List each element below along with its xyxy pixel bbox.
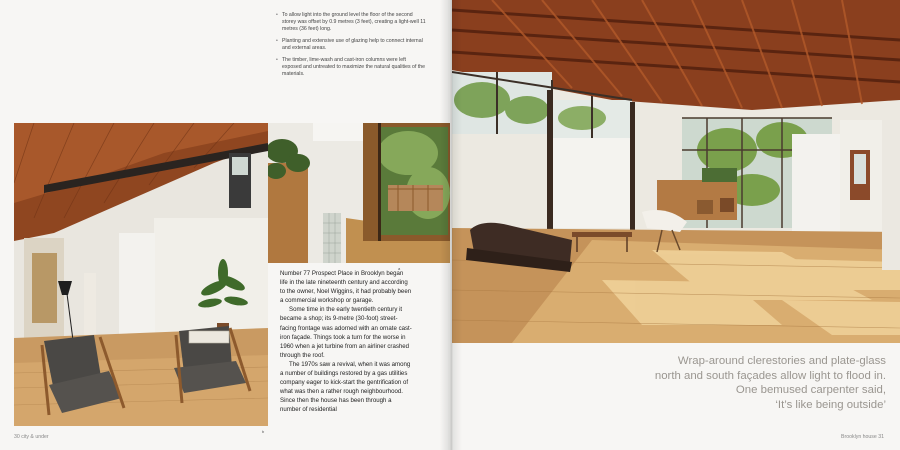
paragraph: Some time in the early twentieth century it became a shop; its 9-metre (30-foot) street-facing frontage was adorned with an ornate cast-iron façade. Things took a turn for the worse in 1960 when a jet turbine from an airliner crashed through the roof.	[280, 306, 412, 359]
note-item: • Planting and extensive use of glazing help to connect internal and external areas.	[276, 38, 426, 52]
living-room-photo	[14, 123, 268, 426]
photo-caption	[586, 354, 886, 412]
photo-marker-b: b	[262, 429, 265, 434]
caption-line: Wrap-around clerestories and plate-glass	[677, 355, 886, 367]
photo-marker-a: a	[398, 266, 401, 271]
paragraph: Number 77 Prospect Place in Brooklyn began life in the late nineteenth century and according to the owner, Noel Wiggins, it had probably been a commercial workshop or garage.	[280, 270, 412, 305]
body-text	[280, 269, 412, 415]
caption-line: north and south façades allow light to flood in.	[654, 369, 886, 382]
left-folio: 30 city & under	[14, 434, 49, 440]
caption-line: ‘It’s like being outside’	[775, 398, 886, 411]
left-page	[0, 0, 448, 450]
book-gutter	[440, 0, 462, 450]
stairwell-photo	[268, 123, 450, 263]
note-item: • The timber, lime-wash and cast-iron columns were left exposed and untreated to maximize the natural qualities of the materials.	[276, 57, 426, 78]
photo-notes	[276, 12, 426, 83]
caption-line: One bemused carpenter said,	[735, 384, 886, 396]
right-folio: Brooklyn house 31	[841, 434, 884, 440]
open-plan-hall-photo	[452, 0, 900, 343]
paragraph: The 1970s saw a revival, when it was among a number of buildings restored by a gas utilities company eager to kick-start the gentrification of what was then a rather rough neighbourhood. Since then the house has been through a number of residential	[280, 360, 411, 414]
note-item: • To allow light into the ground level the floor of the second storey was offset by 0.9 metres (3 feet), creating a light-well 11 metres (36 feet) long.	[276, 12, 426, 33]
